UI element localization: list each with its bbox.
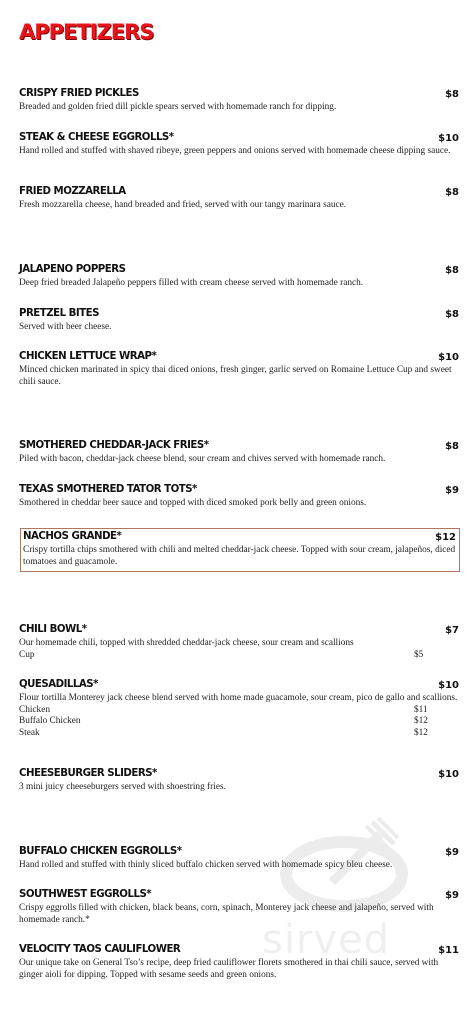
item-description: Fresh mozzarella cheese, hand breaded and fried, served with our tangy marinara sauce. bbox=[19, 200, 347, 210]
menu-item-steak-cheese-eggrolls bbox=[19, 132, 459, 158]
item-description: Our homemade chili, topped with shredded cheddar-jack cheese, sour cream and scallions bbox=[19, 638, 354, 648]
item-description: Crispy eggrolls filled with chicken, black beans, corn, spinach, Monterey jack cheese and jalapeño, served with homemade ranch.* bbox=[19, 903, 434, 925]
option-row bbox=[19, 705, 439, 717]
option-price: $11 bbox=[414, 704, 428, 715]
menu-item-smothered-cheddar-jack-fries bbox=[19, 440, 459, 466]
option-label: Chicken bbox=[19, 704, 50, 715]
item-name: QUESADILLAS* bbox=[19, 679, 98, 690]
option-row bbox=[19, 650, 439, 662]
option-row bbox=[19, 728, 439, 740]
item-price: $11 bbox=[438, 945, 459, 956]
item-name: CHILI BOWL* bbox=[19, 624, 87, 635]
item-description: Flour tortilla Monterey jack cheese blend served with home made guacamole, sour cream, pico de gallo and scallions. bbox=[19, 693, 458, 703]
item-name: NACHOS GRANDE* bbox=[23, 531, 122, 542]
item-description: Hand rolled and stuffed with shaved ribeye, green peppers and onions served with homemade cheese dipping sauce. bbox=[19, 146, 451, 156]
item-price: $8 bbox=[445, 441, 459, 452]
item-name: TEXAS SMOTHERED TATOR TOTS* bbox=[19, 484, 197, 495]
option-label: Steak bbox=[19, 727, 40, 738]
item-price: $9 bbox=[445, 485, 459, 496]
page-title: APPETIZERS bbox=[19, 20, 154, 44]
item-name: PRETZEL BITES bbox=[19, 308, 99, 319]
item-description: Smothered in cheddar beer sauce and topped with diced smoked pork belly and green onions. bbox=[19, 498, 367, 508]
option-label: Buffalo Chicken bbox=[19, 716, 81, 726]
item-price: $12 bbox=[435, 532, 456, 543]
item-price: $10 bbox=[438, 769, 459, 780]
item-price: $8 bbox=[445, 89, 459, 100]
option-row bbox=[19, 716, 439, 728]
item-name: BUFFALO CHICKEN EGGROLLS* bbox=[19, 846, 182, 857]
watermark-text: sirved bbox=[262, 917, 391, 963]
item-name: CHEESEBURGER SLIDERS* bbox=[19, 768, 157, 779]
item-description: Breaded and golden fried dill pickle spears served with homemade ranch for dipping. bbox=[19, 102, 337, 112]
menu-item-fried-mozzarella bbox=[19, 186, 459, 212]
item-price: $8 bbox=[445, 187, 459, 198]
item-price: $10 bbox=[438, 680, 459, 691]
item-price: $10 bbox=[438, 133, 459, 144]
item-name: SMOTHERED CHEDDAR-JACK FRIES* bbox=[19, 440, 209, 451]
menu-item-chili-bowl bbox=[19, 624, 459, 661]
option-label: Cup bbox=[19, 649, 35, 660]
item-price: $8 bbox=[445, 309, 459, 320]
menu-item-texas-smothered-tator-tots bbox=[19, 484, 459, 510]
menu-item-velocity-taos-cauliflower bbox=[19, 944, 459, 981]
menu-item-chicken-lettuce-wrap bbox=[19, 351, 459, 388]
item-description: Our unique take on General Tso’s recipe, deep fried cauliflower florets smothered in thai chili sauce, served with ginger aioli for dipping. Topped with sesame seeds and green onions. bbox=[19, 958, 439, 980]
item-price: $10 bbox=[438, 352, 459, 363]
item-price: $8 bbox=[445, 265, 459, 276]
item-description: Piled with bacon, cheddar-jack cheese blend, sour cream and chives served with homemade ranch. bbox=[19, 454, 386, 464]
item-price: $9 bbox=[445, 847, 459, 858]
menu-item-southwest-eggrolls bbox=[19, 889, 459, 926]
item-description: Deep fried breaded Jalapeño peppers filled with cream cheese served with homemade ranch. bbox=[19, 278, 364, 288]
item-name: JALAPENO POPPERS bbox=[19, 264, 126, 275]
menu-item-pretzel-bites bbox=[19, 308, 459, 334]
item-description: Minced chicken marinated in spicy thai diced onions, fresh ginger, garlic served on Romaine Lettuce Cup and sweet chili sauce. bbox=[19, 365, 452, 387]
item-name: SOUTHWEST EGGROLLS* bbox=[19, 889, 152, 900]
option-price: $12 bbox=[414, 716, 428, 726]
item-description: Served with beer cheese. bbox=[19, 322, 112, 332]
menu-item-quesadillas bbox=[19, 679, 459, 739]
option-price: $5 bbox=[414, 649, 424, 660]
item-name: STEAK & CHEESE EGGROLLS* bbox=[19, 132, 174, 143]
menu-item-nachos-grande bbox=[20, 528, 460, 572]
option-price: $12 bbox=[414, 727, 428, 738]
item-price: $9 bbox=[445, 890, 459, 901]
menu-item-jalapeno-poppers bbox=[19, 264, 459, 290]
menu-item-crispy-fried-pickles bbox=[19, 88, 459, 114]
item-name: CHICKEN LETTUCE WRAP* bbox=[19, 351, 157, 362]
item-name: VELOCITY TAOS CAULIFLOWER bbox=[19, 944, 181, 955]
item-description: Crispy tortilla chips smothered with chili and melted cheddar-jack cheese. Topped with sour cream, jalapeños, diced tomatoes and guacamole. bbox=[23, 545, 456, 567]
item-name: FRIED MOZZARELLA bbox=[19, 186, 126, 197]
menu-item-buffalo-chicken-eggrolls bbox=[19, 846, 459, 872]
item-description: Hand rolled and stuffed with thinly sliced buffalo chicken served with homemade spicy bleu cheese. bbox=[19, 860, 393, 870]
item-description: 3 mini juicy cheeseburgers served with shoestring fries. bbox=[19, 782, 226, 792]
item-price: $7 bbox=[445, 625, 459, 636]
menu-item-cheeseburger-sliders bbox=[19, 768, 459, 794]
item-name: CRISPY FRIED PICKLES bbox=[19, 88, 139, 99]
